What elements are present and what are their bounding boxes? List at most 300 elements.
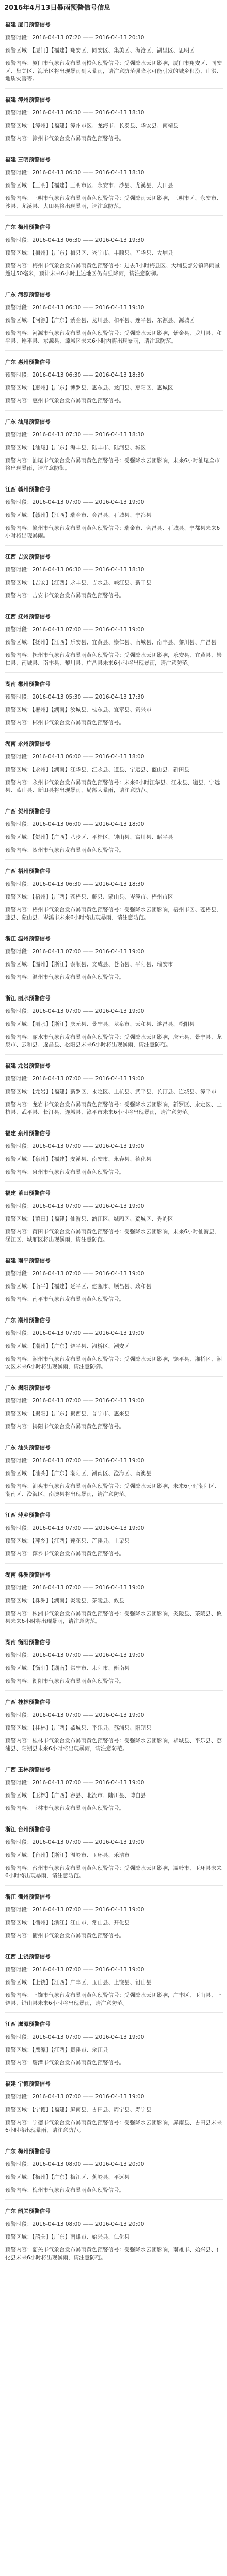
warning-content-label: 预警内容： xyxy=(5,2060,33,2066)
warning-time-label: 预警时段： xyxy=(5,1076,33,1082)
warning-entry xyxy=(4,1189,223,1249)
warning-content-label: 预警内容： xyxy=(5,1296,33,1302)
warning-area-field xyxy=(5,639,223,647)
warning-content-field xyxy=(5,652,223,667)
warning-time-field xyxy=(5,169,223,177)
warning-area-label: 预警区域： xyxy=(5,707,33,713)
warning-content-label: 预警内容： xyxy=(5,2247,33,2253)
warning-time-field xyxy=(5,1711,223,1719)
warning-time-label: 预警时段： xyxy=(5,1143,33,1149)
divider xyxy=(5,88,223,89)
warning-area-label: 预警区域： xyxy=(5,47,33,54)
warning-entry xyxy=(4,1953,223,2013)
warning-entry-header: 福建 三明预警信号 xyxy=(5,157,51,163)
warning-content-field xyxy=(5,262,223,278)
warning-entry-header: 广西 梧州预警信号 xyxy=(5,868,51,874)
warning-area-field xyxy=(5,2174,223,2181)
warning-time-value: 2016-04-13 07:20 —— 2016-04-13 20:30 xyxy=(32,35,144,41)
warning-time-label: 预警时段： xyxy=(5,1330,33,1336)
warning-time-label: 预警时段： xyxy=(5,626,33,633)
warning-area-value: 【潮州】【广东】饶平县、湘桥区、潮安区 xyxy=(32,1343,130,1349)
warning-time-value: 2016-04-13 07:00 —— 2016-04-13 19:00 xyxy=(32,1270,144,1277)
warning-time-value: 2016-04-13 08:00 —— 2016-04-13 20:00 xyxy=(32,2221,144,2227)
warning-time-field xyxy=(5,1330,223,1337)
divider xyxy=(5,410,223,411)
page-title: 2016年4月13日暴雨预警信号信息 xyxy=(4,4,111,12)
warning-content-label: 预警内容： xyxy=(5,1551,33,1557)
warning-content-label: 预警内容： xyxy=(5,779,33,786)
warning-entry-header: 广东 惠州预警信号 xyxy=(5,359,51,365)
divider xyxy=(5,1690,223,1691)
warning-area-label: 预警区域： xyxy=(5,1156,33,1162)
warning-time-value: 2016-04-13 06:00 —— 2016-04-13 18:00 xyxy=(32,754,144,760)
warning-content-label: 预警内容： xyxy=(5,1229,33,1235)
warning-content-label: 预警内容： xyxy=(5,1738,33,1744)
warning-area-field xyxy=(5,1792,223,1800)
warning-entry xyxy=(4,1062,223,1122)
warning-entry-header: 福建 莆田预警信号 xyxy=(5,1190,51,1196)
warning-time-label: 预警时段： xyxy=(5,1907,33,1913)
warning-time-value: 2016-04-13 07:00 —— 2016-04-13 19:00 xyxy=(32,1967,144,1973)
warning-time-field xyxy=(5,1906,223,1914)
warning-content-value: 南平市气象台发布暴雨黄色预警信号。 xyxy=(32,1296,124,1302)
divider xyxy=(5,1503,223,1504)
warning-time-field xyxy=(5,2221,223,2228)
warning-content-field xyxy=(5,1168,223,1176)
warning-time-value: 2016-04-13 07:00 —— 2016-04-13 19:00 xyxy=(32,1398,144,1404)
warning-content-field xyxy=(5,1101,223,1116)
warning-entry xyxy=(4,807,223,860)
warning-content-value: 漳州市气象台发布暴雨黄色预警信号。 xyxy=(32,135,124,142)
warning-content-value: 株洲市气象台发布暴雨黄色预警信号：受强降水云团影响，炎陵县、茶陵县、攸县未来6小时将出现暴雨，请注意防范。 xyxy=(5,1611,222,1624)
warning-content-label: 预警内容： xyxy=(5,195,33,201)
warning-content-field xyxy=(5,1992,223,2007)
warning-area-value: 【吉安】【江西】永丰县、吉水县、峡江县、新干县 xyxy=(32,580,152,586)
warning-entry-header: 福建 泉州预警信号 xyxy=(5,1130,51,1137)
warning-time-field xyxy=(5,1457,223,1465)
warning-entry xyxy=(4,740,223,800)
warning-content-label: 预警内容： xyxy=(5,1169,33,1175)
warning-time-field xyxy=(5,1143,223,1150)
warning-time-label: 预警时段： xyxy=(5,2094,33,2100)
warning-area-label: 预警区域： xyxy=(5,1538,33,1544)
warning-time-value: 2016-04-13 06:30 —— 2016-04-13 18:30 xyxy=(32,567,144,573)
warning-area-value: 【衡阳】【湖南】常宁市、耒阳市、衡南县 xyxy=(32,1665,130,1671)
warning-entry xyxy=(4,935,223,987)
warning-area-value: 【揭阳】【广东】揭西县、普宁市、惠来县 xyxy=(32,1411,130,1417)
warning-time-value: 2016-04-13 07:00 —— 2016-04-13 19:00 xyxy=(32,1525,144,1531)
warning-time-label: 预警时段： xyxy=(5,1398,33,1404)
warning-entry-header: 福建 厦门预警信号 xyxy=(5,22,51,28)
warning-area-field xyxy=(5,1919,223,1927)
warning-time-field xyxy=(5,2033,223,2041)
warning-entry xyxy=(4,1444,223,1504)
warning-content-label: 预警内容： xyxy=(5,592,33,599)
warning-content-value: 河源市气象台发布暴雨黄色预警信号：受强降水云团影响，紫金县、龙川县、和平县、连平县、东源县、源城区未来6小时内将出现暴雨，请注意防范。 xyxy=(5,330,222,344)
warning-content-value: 泉州市气象台发布暴雨黄色预警信号。 xyxy=(32,1169,124,1175)
warning-content-field xyxy=(5,135,223,143)
warning-content-label: 预警内容： xyxy=(5,652,33,658)
warning-content-label: 预警内容： xyxy=(5,720,33,726)
warning-entry-header: 广西 贺州预警信号 xyxy=(5,808,51,815)
warning-area-field xyxy=(5,1665,223,1672)
warning-content-label: 预警内容： xyxy=(5,1933,33,1939)
warning-time-value: 2016-04-13 07:00 —— 2016-04-13 19:00 xyxy=(32,948,144,955)
warning-area-field xyxy=(5,249,223,257)
warning-content-value: 潮州市气象台发布暴雨黄色预警信号：受强降水云团影响，饶平县、湘桥区、潮安区未来6小时将出现暴雨，请注意防御。 xyxy=(5,1356,222,1370)
warning-content-value: 吉安市气象台发布暴雨黄色预警信号。 xyxy=(32,592,124,599)
warning-time-field xyxy=(5,1839,223,1846)
warning-content-value: 丽水市气象台发布暴雨黄色预警信号：受强降水云团影响，庆元县、景宁县、龙泉市、云和县、遂昌县、松阳县未来6小时将出现暴雨，请注意防范。 xyxy=(5,1034,222,1048)
warning-content-label: 预警内容： xyxy=(5,525,33,531)
warning-area-value: 【赣州】【江西】瑞金市、会昌县、石城县、宁都县 xyxy=(32,512,152,518)
warning-area-label: 预警区域： xyxy=(5,1725,33,1731)
warning-entry-header: 江西 吉安预警信号 xyxy=(5,554,51,560)
warning-time-label: 预警时段： xyxy=(5,1780,33,1786)
warning-entry-header: 福建 宁德预警信号 xyxy=(5,2081,51,2087)
warning-entry xyxy=(4,1766,223,1818)
warning-entry xyxy=(4,2080,223,2140)
warning-content-value: 台州市气象台发布暴雨黄色预警信号：受强降水云团影响，温岭市、玉环县未来6小时将出现暴雨，请注意防范。 xyxy=(5,1865,222,1879)
warning-entry xyxy=(4,1511,223,1564)
warning-content-field xyxy=(5,397,223,405)
warning-time-label: 预警时段： xyxy=(5,2034,33,2040)
warning-time-value: 2016-04-13 06:30 —— 2016-04-13 19:30 xyxy=(32,237,144,243)
warning-area-field xyxy=(5,122,223,130)
warning-entry xyxy=(4,867,223,927)
warning-time-label: 预警时段： xyxy=(5,1008,33,1014)
warning-content-label: 预警内容： xyxy=(5,457,33,464)
warning-content-label: 预警内容： xyxy=(5,398,33,404)
warning-time-value: 2016-04-13 07:00 —— 2016-04-13 19:00 xyxy=(32,1458,144,1464)
warning-time-value: 2016-04-13 07:00 —— 2016-04-13 19:00 xyxy=(32,1076,144,1082)
warning-entry xyxy=(4,1257,223,1309)
warning-content-label: 预警内容： xyxy=(5,1992,33,1998)
warning-entry-header: 广东 梅州预警信号 xyxy=(5,2148,51,2155)
warning-content-value: 三明市气象台发布暴雨黄色预警信号：受强降雨云团影响，三明市区、永安市、沙县、尤溪县、大田县将出现暴雨，请注意防范。 xyxy=(5,195,222,209)
warning-area-field xyxy=(5,512,223,519)
warning-area-value: 【桂林】【广西】恭城县、平乐县、荔浦县、阳朔县 xyxy=(32,1725,152,1731)
warning-content-value: 莆田市气象台发布暴雨黄色预警信号：受强降水云团影响，未来6小时仙游县、涵江区、城厢区将出现暴雨，请注意防范。 xyxy=(5,1229,220,1243)
warning-time-value: 2016-04-13 06:30 —— 2016-04-13 18:30 xyxy=(32,110,144,116)
warning-time-label: 预警时段： xyxy=(5,304,33,311)
warning-area-label: 预警区域： xyxy=(5,1089,33,1095)
warning-time-label: 预警时段： xyxy=(5,881,33,887)
warning-entry xyxy=(4,485,223,546)
warning-content-label: 预警内容： xyxy=(5,974,33,980)
warning-time-label: 预警时段： xyxy=(5,372,33,378)
warning-content-field xyxy=(5,1677,223,1685)
warning-area-label: 预警区域： xyxy=(5,2174,33,2180)
warning-area-field xyxy=(5,1470,223,1478)
warning-content-value: 汕尾市气象台发布暴雨黄色预警信号：受强降水云团影响，未来6小时汕尾全市将出现暴雨，请注意防御。 xyxy=(5,457,220,471)
divider xyxy=(5,1054,223,1055)
divider xyxy=(5,859,223,860)
warning-area-label: 预警区域： xyxy=(5,512,33,518)
warning-area-value: 【温州】【浙江】泰顺县、文成县、苍南县、平阳县、瑞安市 xyxy=(32,961,173,968)
warning-time-value: 2016-04-13 07:00 —— 2016-04-13 19:00 xyxy=(32,1907,144,1913)
warning-content-value: 赣州市气象台发布暴雨黄色预警信号：瑞金市、会昌县、石城县、宁都县未来6小时将出现暴雨。 xyxy=(5,525,220,539)
warning-time-label: 预警时段： xyxy=(5,237,33,243)
warning-content-field xyxy=(5,1033,223,1049)
warning-time-label: 预警时段： xyxy=(5,1839,33,1845)
warning-time-value: 2016-04-13 07:00 —— 2016-04-13 19:00 xyxy=(32,499,144,505)
warning-area-label: 预警区域： xyxy=(5,2107,33,2113)
warning-entry-header: 浙江 台州预警信号 xyxy=(5,1826,51,1833)
warning-time-value: 2016-04-13 07:00 —— 2016-04-13 19:00 xyxy=(32,1330,144,1336)
warning-area-label: 预警区域： xyxy=(5,961,33,968)
warning-content-field xyxy=(5,906,223,922)
warning-entry xyxy=(4,21,223,89)
warning-content-label: 预警内容： xyxy=(5,1101,33,1108)
warning-time-value: 2016-04-13 06:30 —— 2016-04-13 18:30 xyxy=(32,372,144,378)
warning-content-field xyxy=(5,524,223,540)
warning-time-field xyxy=(5,821,223,828)
warning-time-value: 2016-04-13 06:30 —— 2016-04-13 19:30 xyxy=(32,304,144,311)
warning-time-value: 2016-04-13 06:00 —— 2016-04-13 18:00 xyxy=(32,821,144,827)
warning-content-value: 桂林市气象台发布暴雨黄色预警信号：受强降水云团影响，恭城县、平乐县、荔浦县、阳朔县未来6小时将出现暴雨，请注意防范。 xyxy=(5,1738,222,1752)
warning-area-label: 预警区域： xyxy=(5,1598,33,1604)
warning-time-label: 预警时段： xyxy=(5,499,33,505)
warning-area-label: 预警区域： xyxy=(5,1920,33,1926)
warning-area-label: 预警区域： xyxy=(5,2047,33,2053)
warning-time-field xyxy=(5,693,223,701)
divider xyxy=(5,545,223,546)
warning-area-label: 预警区域： xyxy=(5,250,33,256)
warning-time-value: 2016-04-13 07:00 —— 2016-04-13 19:00 xyxy=(32,1652,144,1658)
warning-area-label: 预警区域： xyxy=(5,834,33,840)
warning-time-label: 预警时段： xyxy=(5,110,33,116)
warning-entry-header: 江西 鹰潭预警信号 xyxy=(5,2021,51,2027)
warning-content-value: 抚州市气象台发布暴雨黄色预警信号：受强降水云团影响，乐安县、宜黄县、崇仁县、南城县、南丰县、黎川县、广昌县未来6小时将出现暴雨，请注意防范。 xyxy=(5,652,222,666)
warning-time-field xyxy=(5,566,223,574)
warning-time-label: 预警时段： xyxy=(5,1585,33,1591)
warning-time-label: 预警时段： xyxy=(5,1652,33,1658)
warning-entry xyxy=(4,680,223,733)
warning-entry-header: 广西 桂林预警信号 xyxy=(5,1699,51,1705)
warning-area-label: 预警区域： xyxy=(5,639,33,646)
warning-time-value: 2016-04-13 07:00 —— 2016-04-13 19:00 xyxy=(32,2034,144,2040)
divider xyxy=(5,1885,223,1886)
warning-time-label: 预警时段： xyxy=(5,1270,33,1277)
warning-area-value: 【厦门】【福建】翔安区、同安区、集美区、海沧区、湖里区、思明区 xyxy=(32,47,195,54)
warning-time-field xyxy=(5,1397,223,1405)
warning-area-value: 【河源】【广东】紫金县、龙川县、和平县、连平县、东源县、源城区 xyxy=(32,317,195,324)
warning-content-value: 上饶市气象台发布暴雨黄色预警信号：受强降水云团影响，广丰区、玉山县、上饶县、铅山县未来6小时将出现暴雨，请注意防范。 xyxy=(5,1992,222,2006)
warning-entry-header: 广东 汕尾预警信号 xyxy=(5,419,51,425)
warning-entry-header: 浙江 衢州预警信号 xyxy=(5,1894,51,1900)
warning-entry-header: 广东 韶关预警信号 xyxy=(5,2208,51,2214)
warning-time-field xyxy=(5,304,223,312)
warning-entry-header: 广东 潮州预警信号 xyxy=(5,1317,51,1324)
warning-area-value: 【萍乡】【江西】莲花县、芦溪县、上栗县 xyxy=(32,1538,130,1544)
warning-entry-header: 湖南 郴州预警信号 xyxy=(5,681,51,687)
warning-time-field xyxy=(5,1075,223,1083)
warning-content-label: 预警内容： xyxy=(5,2120,33,2126)
warning-entry-header: 福建 龙岩预警信号 xyxy=(5,1063,51,1069)
warning-entry-header: 广东 汕头预警信号 xyxy=(5,1445,51,1451)
warning-area-value: 【汕尾】【广东】海丰县、陆丰市、陆河县、城区 xyxy=(32,445,146,451)
warning-content-field xyxy=(5,1550,223,1558)
warning-area-field xyxy=(5,1979,223,1987)
warning-area-label: 预警区域： xyxy=(5,580,33,586)
warning-area-field xyxy=(5,961,223,969)
warning-content-label: 预警内容： xyxy=(5,263,33,269)
warning-time-field xyxy=(5,1966,223,1974)
warning-time-value: 2016-04-13 07:00 —— 2016-04-13 19:00 xyxy=(32,1780,144,1786)
warning-area-label: 预警区域： xyxy=(5,1852,33,1858)
warning-time-label: 预警时段： xyxy=(5,1203,33,1209)
warning-area-label: 预警区域： xyxy=(5,1216,33,1222)
warning-content-field xyxy=(5,1296,223,1303)
warning-area-value: 【三明】【福建】三明市区、永安市、沙县、尤溪县、大田县 xyxy=(32,182,173,189)
warning-area-value: 【鹰潭】【江西】贵溪市、余江县 xyxy=(32,2047,108,2053)
warning-entry xyxy=(4,1129,223,1182)
warning-entry xyxy=(4,2020,223,2073)
divider xyxy=(5,2072,223,2073)
warning-entry-header: 福建 漳州预警信号 xyxy=(5,97,51,103)
warning-area-field xyxy=(5,1597,223,1605)
warning-area-field xyxy=(5,1215,223,1223)
warning-entry xyxy=(4,994,223,1055)
warning-time-label: 预警时段： xyxy=(5,2161,33,2167)
warning-entry-header: 广东 揭阳预警信号 xyxy=(5,1385,51,1391)
warning-time-value: 2016-04-13 08:00 —— 2016-04-13 20:00 xyxy=(32,2161,144,2167)
warning-area-field xyxy=(5,1021,223,1028)
warning-list xyxy=(4,21,223,2267)
warning-area-value: 【贺州】【广西】八步区、平桂区、钟山县、富川县、昭平县 xyxy=(32,834,173,840)
warning-content-value: 衢州市气象台发布暴雨黄色预警信号。 xyxy=(32,1933,124,1939)
warning-entry-header: 浙江 温州预警信号 xyxy=(5,936,51,942)
warning-entry xyxy=(4,1316,223,1377)
warning-time-value: 2016-04-13 07:00 —— 2016-04-13 19:00 xyxy=(32,1008,144,1014)
warning-content-value: 玉林市气象台发布暴雨黄色预警信号。 xyxy=(32,1805,124,1811)
warning-time-value: 2016-04-13 07:00 —— 2016-04-13 19:00 xyxy=(32,2094,144,2100)
warning-content-label: 预警内容： xyxy=(5,1034,33,1040)
warning-content-value: 梅州市气象台发布暴雨黄色预警信号。 xyxy=(32,2187,124,2193)
warning-time-value: 2016-04-13 07:00 —— 2016-04-13 19:00 xyxy=(32,1585,144,1591)
warning-area-field xyxy=(5,384,223,392)
warning-entry xyxy=(4,553,223,605)
warning-time-field xyxy=(5,34,223,42)
warning-area-value: 【玉林】【广西】容县、北流市、陆川县、博白县 xyxy=(32,1792,146,1799)
warning-time-label: 预警时段： xyxy=(5,694,33,700)
warning-area-field xyxy=(5,2233,223,2241)
warning-content-label: 预警内容： xyxy=(5,1805,33,1811)
warning-time-field xyxy=(5,236,223,244)
warning-content-label: 预警内容： xyxy=(5,135,33,142)
warning-entry xyxy=(4,1638,223,1691)
warning-area-field xyxy=(5,2046,223,2054)
warning-area-value: 【台州】【浙江】温岭市、玉环县、乐清市 xyxy=(32,1852,130,1858)
warning-time-value: 2016-04-13 05:30 —— 2016-04-13 17:30 xyxy=(32,694,144,700)
warning-entry xyxy=(4,1698,223,1758)
warning-content-label: 预警内容： xyxy=(5,847,33,853)
warning-time-value: 2016-04-13 07:00 —— 2016-04-13 19:00 xyxy=(32,1712,144,1718)
warning-content-value: 郴州市气象台发布暴雨黄色预警信号。 xyxy=(32,720,124,726)
warning-entry-header: 湖南 永州预警信号 xyxy=(5,741,51,747)
warning-entry-header: 江西 赣州预警信号 xyxy=(5,486,51,493)
warning-area-label: 预警区域： xyxy=(5,1411,33,1417)
warning-area-field xyxy=(5,1283,223,1291)
warning-area-field xyxy=(5,1343,223,1350)
warning-area-value: 【漳州】【福建】漳州市区、龙海市、长泰县、华安县、南靖县 xyxy=(32,123,179,129)
warning-content-field xyxy=(5,60,223,83)
warning-area-value: 【郴州】【湖南】汝城县、桂东县、宜章县、资兴市 xyxy=(32,707,152,713)
warning-content-field xyxy=(5,2119,223,2134)
warning-entry-header: 广东 河源预警信号 xyxy=(5,292,51,298)
warning-content-value: 梧州市气象台发布暴雨黄色预警信号：受强降水云团影响，梧州市区、苍梧县、藤县、蒙山县、岑溪市未来6小时将出现暴雨，请注意防范。 xyxy=(5,907,222,921)
warning-content-field xyxy=(5,779,223,794)
warning-area-label: 预警区域： xyxy=(5,317,33,324)
warning-area-value: 【汕头】【广东】潮阳区、潮南区、澄海区、南澳县 xyxy=(32,1470,152,1477)
divider xyxy=(5,2199,223,2200)
warning-content-value: 贺州市气象台发布暴雨黄色预警信号。 xyxy=(32,847,124,853)
warning-area-field xyxy=(5,1724,223,1732)
warning-content-value: 梅州市气象台发布暴雨黄色预警信号：过去3小时梅县区、大埔县部分镇降雨量超过50毫米，预计未来6小时上述地区仍有强降雨，请注意防御。 xyxy=(5,263,220,277)
warning-area-label: 预警区域： xyxy=(5,445,33,451)
warning-content-value: 温州市气象台发布暴雨黄色预警信号。 xyxy=(32,974,124,980)
warning-area-field xyxy=(5,766,223,774)
warning-content-field xyxy=(5,1228,223,1244)
warning-area-label: 预警区域： xyxy=(5,1470,33,1477)
warning-entry xyxy=(4,1571,223,1631)
warning-area-value: 【泉州】【福建】安溪县、南安市、永春县、德化县 xyxy=(32,1156,152,1162)
warning-area-field xyxy=(5,1852,223,1859)
divider xyxy=(5,2012,223,2013)
warning-area-value: 【宁德】【福建】屏南县、古田县、周宁县、寿宁县 xyxy=(32,2107,152,2113)
warning-time-value: 2016-04-13 07:00 —— 2016-04-13 19:00 xyxy=(32,626,144,633)
warning-content-label: 预警内容： xyxy=(5,1678,33,1684)
warning-area-value: 【衢州】【浙江】江山市、常山县、开化县 xyxy=(32,1920,130,1926)
warning-time-field xyxy=(5,499,223,506)
warning-area-value: 【梅州】【广东】梅县区、兴宁市、丰顺县、五华县、大埔县 xyxy=(32,250,173,256)
warning-content-value: 衡阳市气象台发布暴雨黄色预警信号。 xyxy=(32,1678,124,1684)
warning-area-field xyxy=(5,706,223,714)
warning-time-field xyxy=(5,1779,223,1787)
warning-content-value: 揭阳市气象台发布暴雨黄色预警信号。 xyxy=(32,1423,124,1430)
warning-time-field xyxy=(5,880,223,888)
warning-area-value: 【梅州】【广东】梅江区、蕉岭县、平远县 xyxy=(32,2174,130,2180)
warning-time-label: 预警时段： xyxy=(5,2221,33,2227)
warning-time-field xyxy=(5,371,223,379)
warning-entry xyxy=(4,156,223,216)
warning-time-field xyxy=(5,1270,223,1278)
warning-content-field xyxy=(5,1865,223,1880)
warning-time-field xyxy=(5,109,223,117)
warning-area-value: 【抚州】【江西】乐安县、宜黄县、崇仁县、南城县、南丰县、黎川县、广昌县 xyxy=(32,639,217,646)
warning-area-value: 【株洲】【湖南】炎陵县、茶陵县、攸县 xyxy=(32,1598,124,1604)
warning-area-label: 预警区域： xyxy=(5,1665,33,1671)
warning-content-label: 预警内容： xyxy=(5,1356,33,1362)
warning-content-label: 预警内容： xyxy=(5,907,33,913)
warning-area-field xyxy=(5,1088,223,1096)
warning-area-value: 【梧州】【广西】苍梧县、藤县、蒙山县、岑溪市、梧州市区 xyxy=(32,894,173,900)
divider xyxy=(5,1563,223,1564)
warning-time-field xyxy=(5,2161,223,2168)
warning-area-value: 【丽水】【浙江】庆元县、景宁县、龙泉市、云和县、遂昌县、松阳县 xyxy=(32,1021,195,1027)
warning-entry xyxy=(4,223,223,283)
warning-entry xyxy=(4,613,223,673)
warning-entry xyxy=(4,1384,223,1436)
warning-time-label: 预警时段： xyxy=(5,35,33,41)
warning-area-label: 预警区域： xyxy=(5,123,33,129)
warning-content-label: 预警内容： xyxy=(5,60,33,66)
warning-area-field xyxy=(5,1537,223,1545)
warning-content-label: 预警内容： xyxy=(5,2187,33,2193)
warning-entry xyxy=(4,96,223,148)
warning-content-field xyxy=(5,330,223,345)
